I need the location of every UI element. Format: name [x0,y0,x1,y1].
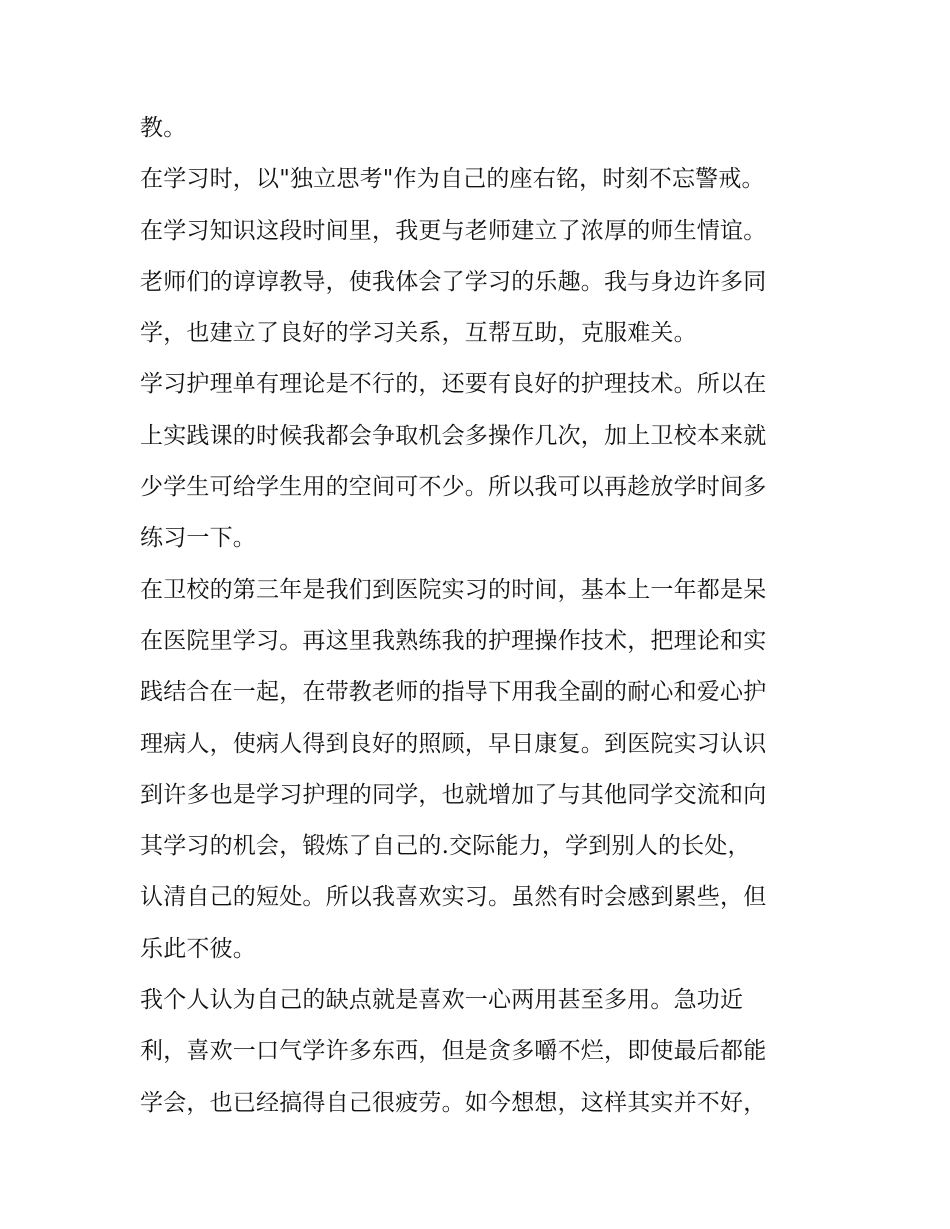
text-line: 到许多也是学习护理的同学，也就增加了与其他同学交流和向 [140,781,767,808]
text-line: 乐此不彼。 [140,935,256,962]
text-line: 练习一下。 [140,525,256,552]
text-line: 学会，也已经搞得自己很疲劳。如今想想，这样其实并不好， [140,1089,767,1116]
text-line: 学习护理单有理论是不行的，还要有良好的护理技术。所以在 [140,371,767,398]
text-line: 在医院里学习。再这里我熟练我的护理操作技术，把理论和实 [140,627,767,654]
text-line: 利，喜欢一口气学许多东西，但是贪多嚼不烂，即使最后都能 [140,1038,767,1065]
text-line: 我个人认为自己的缺点就是喜欢一心两用甚至多用。急功近 [140,987,744,1014]
text-line: 认清自己的短处。所以我喜欢实习。虽然有时会感到累些，但 [140,884,767,911]
text-line: 老师们的谆谆教导，使我体会了学习的乐趣。我与身边许多同 [140,268,767,295]
text-line: 其学习的机会，锻炼了自己的.交际能力，学到别人的长处， [140,833,751,860]
text-line: 在学习时，以"独立思考"作为自己的座右铭，时刻不忘警戒。 [140,166,765,193]
text-line: 在学习知识这段时间里，我更与老师建立了浓厚的师生情谊。 [140,217,767,244]
text-line: 理病人，使病人得到良好的照顾，早日康复。到医院实习认识 [140,730,767,757]
text-line: 在卫校的第三年是我们到医院实习的时间，基本上一年都是呆 [140,576,767,603]
text-line: 少学生可给学生用的空间可不少。所以我可以再趁放学时间多 [140,474,767,501]
text-line: 上实践课的时候我都会争取机会多操作几次，加上卫校本来就 [140,422,767,449]
text-line: 教。 [140,115,187,141]
text-line: 学，也建立了良好的学习关系，互帮互助，克服难关。 [140,320,697,347]
text-line: 践结合在一起，在带教老师的指导下用我全副的耐心和爱心护 [140,679,767,706]
document-body [140,103,830,1129]
